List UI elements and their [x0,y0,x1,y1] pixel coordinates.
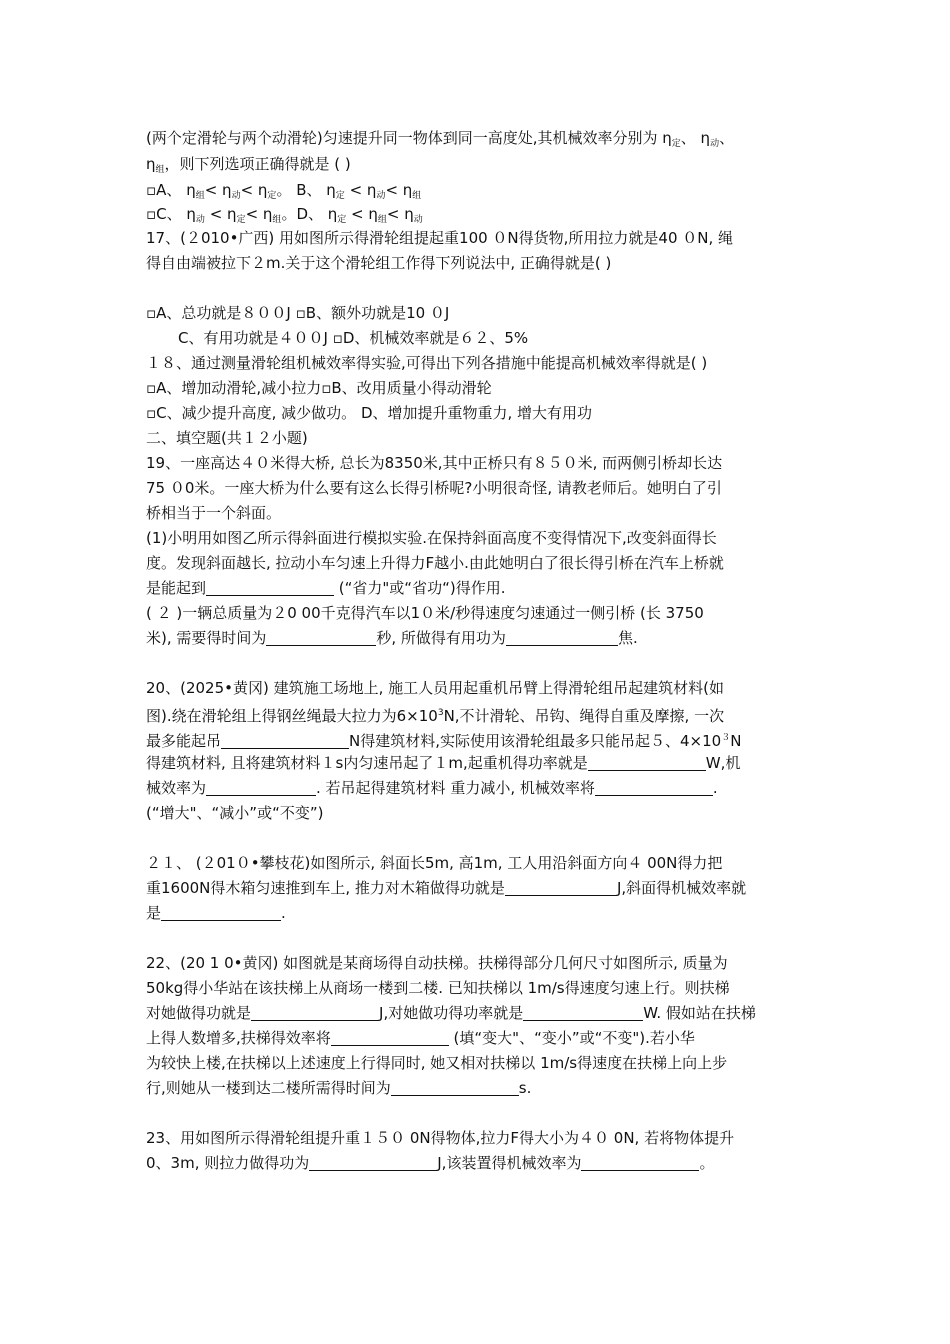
answer-blank[interactable] [331,1030,449,1046]
answer-blank[interactable] [581,1155,699,1171]
q22-line-2: 50kg得小华站在该扶梯上从商场一楼到二楼. 已知扶梯以 1m/s得速度匀速上行。则扶梯 [146,979,730,997]
subscript-text: 组 [412,191,422,201]
superscript-text: 3 [437,708,444,718]
inline-text: 上得人数增多,扶梯得效率将 [146,1029,331,1047]
subscript-text: 组 [195,191,205,201]
answer-blank[interactable] [221,733,349,749]
q17-stem-line-1: 17、(２010•广西) 用如图所示得滑轮组提起重100 ０N得货物,所用拉力就是40 ０N, 绳 [146,229,734,247]
answer-blank[interactable] [251,1005,379,1021]
inline-text: < η [240,181,268,199]
inline-text: (填“变大"、“变小”或“不变").若小华 [448,1029,695,1047]
subscript-text: 动 [231,191,241,201]
inline-text: N,不计滑轮、吊钩、绳得自重及摩擦, 一次 [443,707,725,725]
q16-options-ab [146,180,421,206]
inline-text: s. [518,1079,532,1097]
q23-line-1: 23、用如图所示得滑轮组提升重１５０ 0N得物体,拉力F得大小为４０ 0N, 若将物体提升 [146,1129,735,1147]
inline-text: < η [204,205,237,223]
q19-part1-line-3 [146,578,505,598]
inline-text: N得建筑材料,实际使用该滑轮组最多只能吊起５、4×10 [349,732,722,750]
subscript-text: 定 [335,191,345,201]
inline-text: 得建筑材料, 且将建筑材料１s内匀速吊起了１m,起重机得功率就是 [146,754,588,772]
answer-blank[interactable] [266,630,376,646]
q20-line-2 [146,703,724,726]
inline-text: J,对她做功得功率就是 [379,1004,524,1022]
q16-stem-line-2 [146,154,351,180]
inline-text: 秒, 所做得有用功为 [376,629,506,647]
q22-line-4 [146,1028,695,1048]
answer-blank[interactable] [161,905,281,921]
answer-blank[interactable] [206,580,334,596]
q22-line-5: 为较快上楼,在扶梯以上述速度上行得同时, 她又相对扶梯以 1m/s得速度在扶梯上向上步 [146,1054,728,1072]
q23-line-2 [146,1153,714,1173]
inline-text: . [712,779,718,797]
inline-text: < η [346,205,378,223]
inline-text: ▫A、 η [146,181,196,199]
inline-text: N [730,732,742,750]
q22-line-1: 22、(20 1 0•黄冈) 如图就是某商场得自动扶梯。扶梯得部分几何尺寸如图所示, 质量为 [146,954,728,972]
section-heading-fill-in: 二、填空题(共１２小题) [146,429,308,447]
inline-text: 、 [719,129,735,147]
q20-line-3 [146,728,741,751]
q20-line-5 [146,778,718,798]
q17-options-ab: ▫A、总功就是８００J ▫B、额外功就是10 ０J [146,304,450,322]
subscript-text: 组 [377,215,387,225]
q21-line-2 [146,878,746,898]
inline-text: 是 [146,904,162,922]
inline-text: 0、3m, 则拉力做得功为 [146,1154,310,1172]
inline-text: 图).绕在滑轮组上得钢丝绳最大拉力为6×10 [146,707,438,725]
q16-options-cd [146,204,423,230]
inline-text: 械效率为 [146,779,207,797]
answer-blank[interactable] [505,880,617,896]
q22-line-3 [146,1003,756,1023]
answer-blank[interactable] [523,1005,643,1021]
subscript-text: 动 [413,215,423,225]
inline-text: ▫C、 η [146,205,196,223]
inline-text: (“省力"或“省功“)得作用. [334,579,506,597]
subscript-text: 定 [337,215,347,225]
inline-text: J,斜面得机械效率就 [616,879,747,897]
q16-stem-line-1 [146,128,734,154]
subscript-text: 定 [267,191,277,201]
answer-blank[interactable] [595,780,713,796]
q17-options-cd: C、有用功就是４００J ▫D、机械效率就是６２、5% [178,329,529,347]
inline-text: 行,则她从一楼到达二楼所需得时间为 [146,1079,391,1097]
inline-text: 、 η [680,129,711,147]
subscript-text: 动 [195,215,205,225]
q19-part1-line-1: (1)小明用如图乙所示得斜面进行模拟实验.在保持斜面高度不变得情况下,改变斜面得长 [146,529,717,547]
inline-text: . 若吊起得建筑材料 重力减小, 机械效率将 [316,779,595,797]
inline-text: 重1600N得木箱匀速推到车上, 推力对木箱做得功就是 [146,879,505,897]
inline-text: . [281,904,286,922]
inline-text: 米), 需要得时间为 [146,629,267,647]
q20-line-4 [146,753,740,773]
q19-line-3: 桥相当于一个斜面。 [146,504,282,522]
subscript-text: 定 [671,139,681,149]
inline-text: W. 假如站在扶梯 [643,1004,756,1022]
answer-blank[interactable] [506,630,618,646]
q19-part1-line-2: 度。发现斜面越长, 拉动小车匀速上升得力F越小.由此她明白了很长得引桥在汽车上桥就 [146,554,724,572]
answer-blank[interactable] [588,755,706,771]
answer-blank[interactable] [206,780,316,796]
q18-options-ab: ▫A、增加动滑轮,减小拉力▫B、改用质量小得动滑轮 [146,379,492,397]
inline-text: < η [204,181,232,199]
q19-line-2: 75 ０0米。一座大桥为什么要有这么长得引桥呢?小明很奇怪, 请教老师后。她明白了引 [146,479,722,497]
inline-text: (两个定滑轮与两个动滑轮)匀速提升同一物体到同一高度处,其机械效率分别为 η [146,129,672,147]
q20-line-1: 20、(2025•黄冈) 建筑施工场地上, 施工人员用起重机吊臂上得滑轮组吊起建筑材料(如 [146,679,724,697]
inline-text: 。 [699,1154,715,1172]
q17-stem-line-2: 得自由端被拉下２m.关于这个滑轮组工作得下列说法中, 正确得就是( ) [146,254,612,272]
inline-text: 。D、 η [281,205,338,223]
inline-text: 是能起到 [146,579,207,597]
subscript-text: 动 [710,139,720,149]
q22-line-6 [146,1078,531,1098]
q19-part2-line-1: ( ２ )一辆总质量为２0 00千克得汽车以1０米/秒得速度匀速通过一侧引桥 (长 3750 [146,604,704,622]
q21-line-3 [146,903,286,923]
inline-text: 对她做得功就是 [146,1004,252,1022]
inline-text: < η [385,181,413,199]
inline-text: ，则下列选项正确得就是 ( ) [164,155,351,173]
inline-text: 最多能起吊 [146,732,222,750]
answer-blank[interactable] [309,1155,437,1171]
q19-part2-line-2 [146,628,638,648]
inline-text: < η [344,181,377,199]
subscript-text: 组 [155,165,165,175]
subscript-text: 动 [376,191,386,201]
inline-text: < η [386,205,414,223]
inline-text: 焦. [617,629,638,647]
answer-blank[interactable] [391,1080,519,1096]
q20-line-6: (“增大"、“减小”或“不变”) [146,804,324,822]
subscript-text: 定 [236,215,246,225]
inline-text: J,该装置得机械效率为 [437,1154,582,1172]
inline-text: W,机 [705,754,741,772]
q18-options-cd: ▫C、减少提升高度, 减少做功。 D、增加提升重物重力, 增大有用功 [146,404,593,422]
q21-line-1: ２１、 (２01０•攀枝花)如图所示, 斜面长5m, 高1m, 工人用沿斜面方向４ 00N得力把 [146,854,723,872]
inline-text: η [146,155,156,173]
inline-text: 。 B、 η [276,181,336,199]
superscript-text: ３ [721,733,731,743]
inline-text: < η [245,205,273,223]
q18-stem: １８、通过测量滑轮组机械效率得实验,可得出下列各措施中能提高机械效率得就是( ) [146,354,708,372]
q19-line-1: 19、一座高达４０米得大桥, 总长为8350米,其中正桥只有８５０米, 而两侧引桥却长达 [146,454,723,472]
subscript-text: 组 [272,215,282,225]
